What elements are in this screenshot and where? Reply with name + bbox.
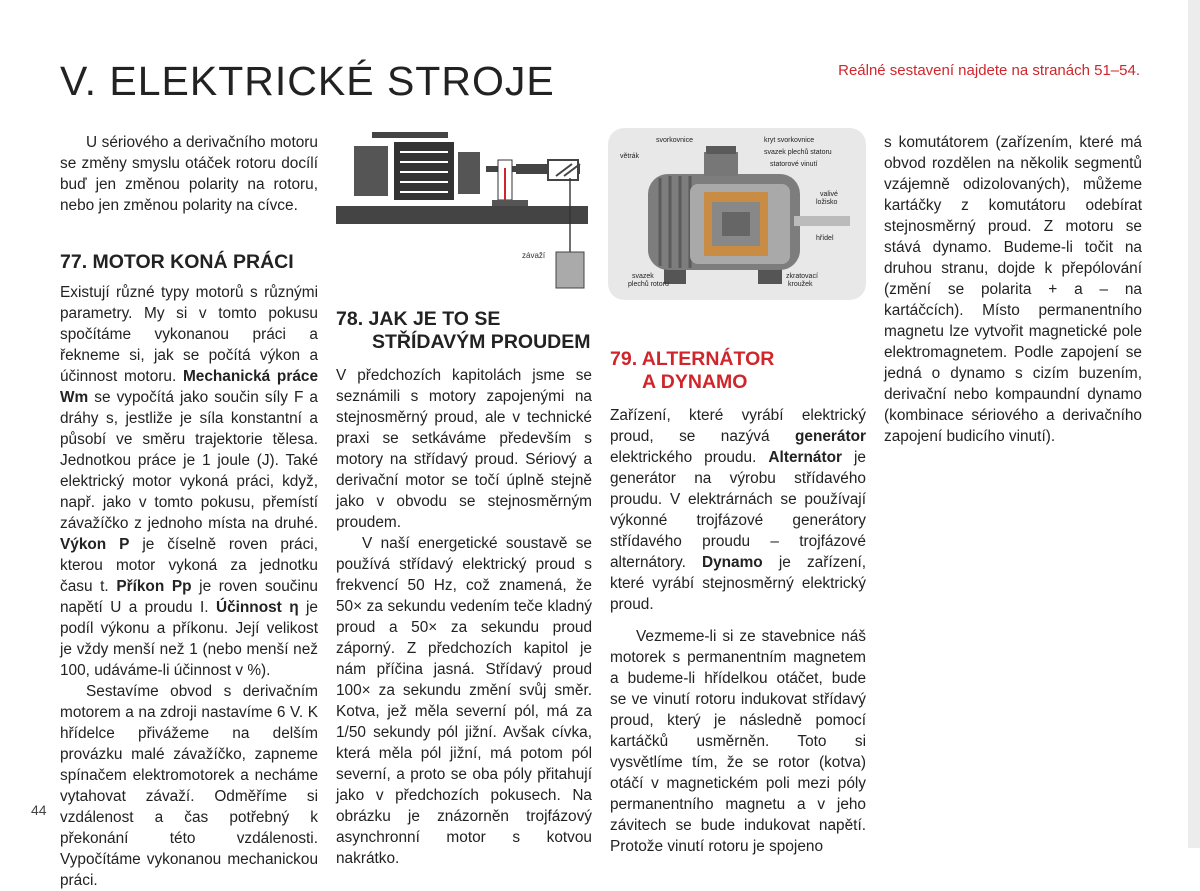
motor-weight-diagram — [336, 128, 598, 290]
column-3 — [610, 348, 866, 857]
label-stator-core: svazek plechů statoru — [764, 149, 832, 156]
label-fan: větrák — [620, 153, 640, 160]
label-short-ring-2: kroužek — [788, 281, 813, 288]
page-edge — [1188, 0, 1200, 848]
label-short-ring-1: zkratovací — [786, 273, 818, 280]
section-79-paragraph-2: Vezmeme-li si ze stavebnice náš motorek s permanentním magnetem a budeme-li hřídelkou otáčet, bude se ve vinutí rotoru indukovat střídavý proud, který je následně pomocí kartáčků usměrněn. Toto si vysvětlíme tím, že se rotor (kotva) otáčí v magnetickém poli mezi póly permanentního magnetu a v jeho závitech se bude indukovat napětí. Protože vinutí rotoru je spojeno — [610, 628, 866, 855]
section-79-heading-line-2: A DYNAMO — [642, 371, 748, 393]
section-79-heading-line-1: 79. ALTERNÁTOR — [610, 348, 775, 370]
label-bearing-1: valivé — [820, 191, 838, 198]
asynchronous-motor-cutaway — [608, 128, 866, 300]
label-bearing-2: ložisko — [816, 199, 838, 206]
label-terminal-box-cover: kryt svorkovnice — [764, 137, 815, 144]
column-4-paragraph: s komutátorem (zařízením, které má obvod rozdělen na několik segmentů vzájemně odizolovaných), můžeme kartáčky z komutátoru odebírat stejnosměrný proud. Z motoru se stává dynamo. Budeme-li točit na druhou stranu, dojde k přepólování (změní se polarita + a – na kartáčcích). Místo permanentního magnetu lze vytvořit magnetické pole elektromagnetem. Podle zapojení se jedná o dynamo s cizím buzením, derivační nebo kompaundní dynamo (kombinace sériového a derivačního zapojení budicího vinutí). — [884, 134, 1142, 445]
page-number: 44 — [31, 802, 47, 818]
chapter-title: V. ELEKTRICKÉ STROJE — [60, 58, 555, 104]
label-rotor-core-2: plechů rotoru — [628, 281, 669, 288]
section-77-paragraph-1: Existují různé typy motorů s různými parametry. My si v tomto pokusu spočítáme vykonanou práci a řekneme si, jak se počítá výkon a účinnost motoru. Mechanická práce Wm se vypočítá jako součin síly F a dráhy s, jestliže je síla konstantní a působí ve směru trajektorie tělesa. Jednotkou práce je 1 joule (J). Také elektrický motor vykoná práci, když, např. jako v tomto pokusu, přemístí závažíčko z jednoho místa na druhé. Výkon P je číselně roven práci, kterou motor vykoná za jednotku času t. Příkon Pp je roven součinu napětí U a proudu I. Účinnost η je podíl výkonu a příkonu. Její velikost je vždy menší než 1 (nebo menší než 100, udáváme-li účinnost v %). — [60, 284, 318, 679]
page-reference-note: Reálné sestavení najdete na stranách 51–54. — [838, 62, 1140, 79]
column-2 — [336, 308, 592, 869]
label-stator-winding: statorové vinutí — [770, 161, 818, 168]
section-78-heading-line-1: 78. JAK JE TO SE — [336, 308, 501, 330]
column-4 — [884, 132, 1142, 447]
section-78-heading-line-2: STŘÍDAVÝM PROUDEM — [372, 331, 591, 353]
section-79-paragraph-1: Zařízení, které vyrábí elektrický proud, se nazývá generátor elektrického proudu. Alternátor je generátor na výrobu střídavého proudu. V elektrárnách se používají výkonné trojfázové generátory střídavého proudu – trojfázové alternátory. Dynamo je zařízení, které vyrábí stejnosměrný elektrický proud. — [610, 407, 866, 613]
label-terminal-box: svorkovnice — [656, 137, 693, 144]
section-78-paragraph-1: V předchozích kapitolách jsme se seznámili s motory zapojenými na stejnosměrný proud, ale v technické praxi se setkáváme především s motory na střídavý proud. Sériový a derivační motor se točí úplně stejně jako v obvodu se stejnosměrným proudem. — [336, 367, 592, 531]
weight-label: závaží — [522, 251, 546, 260]
label-shaft: hřídel — [816, 235, 834, 242]
intro-paragraph: U sériového a derivačního motoru se změny smyslu otáček rotoru docílí buď jen změnou polarity na rotoru, nebo jen změnou polarity na cívce. — [60, 134, 318, 214]
column-1 — [60, 132, 318, 891]
label-rotor-core-1: svazek — [632, 273, 654, 280]
section-77-paragraph-2: Sestavíme obvod s derivačním motorem a na zdroji nastavíme 6 V. K hřídelce přivážeme na delším provázku malé závažíčko, zapneme spínačem elektromotorek a necháme vytahovat závaží. Odměříme si vzdálenost a čas potřebný k překonání této vzdálenosti. Vypočítáme vykonanou mechanickou práci. — [60, 683, 318, 889]
section-78-paragraph-2: V naší energetické soustavě se používá střídavý elektrický proud s frekvencí 50 Hz, což znamená, že 50× za sekundu vedením teče kladný proud a 50× za sekundu proud záporný. Z předchozích kapitol je nám příčina jasná. Střídavý proud 100× za sekundu změní svůj směr. Kotva, jež měla severní pól, má za 1/50 sekundy pól jižní. Avšak cívka, která měla pól jižní, má potom pól severní, a proto se oba póly přitahují jako v předchozích pokusech. Na obrázku je znázorněn trojfázový asynchronní motor s kotvou nakrátko. — [336, 535, 592, 867]
section-77-heading: 77. MOTOR KONÁ PRÁCI — [60, 251, 294, 273]
